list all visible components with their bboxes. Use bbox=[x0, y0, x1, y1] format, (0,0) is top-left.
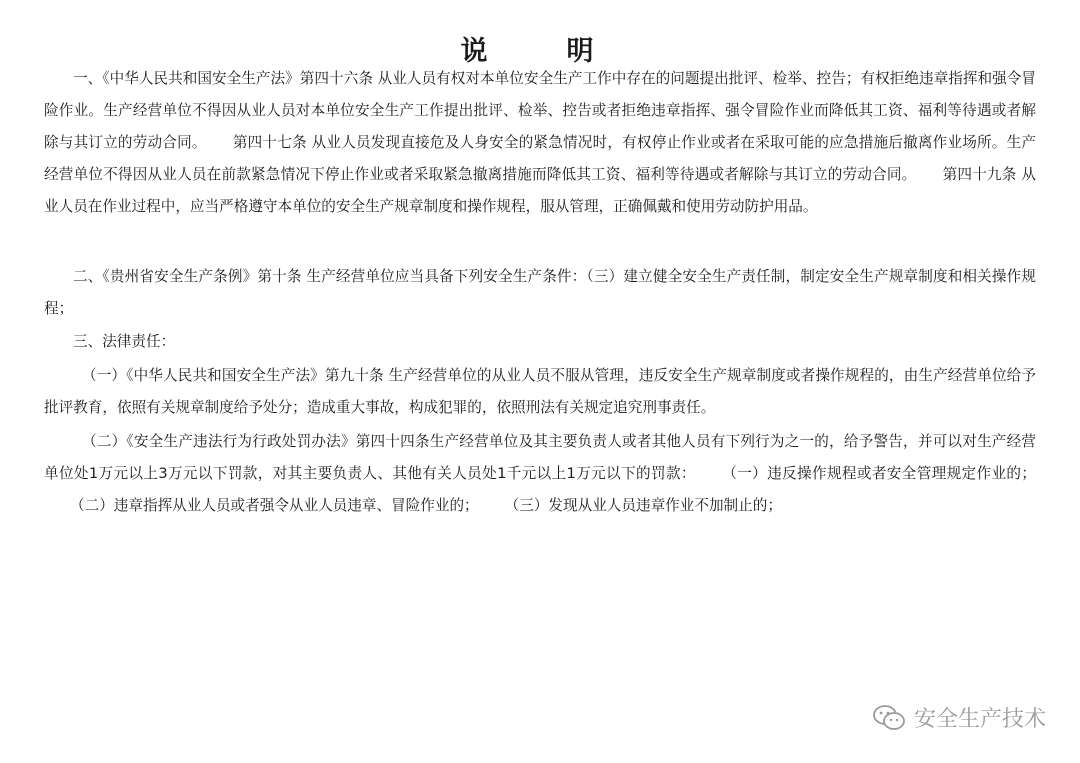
wechat-icon bbox=[872, 704, 906, 732]
paragraph-4 bbox=[44, 360, 1036, 424]
paragraph-1 bbox=[44, 63, 1036, 223]
page-title: 说 明 bbox=[460, 36, 620, 67]
paragraph-4-text: （一）《中华人民共和国安全生产法》第九十条 生产经营单位的从业人员不服从管理，违反安全生产规章制度或者操作规程的，由生产经营单位给予批评教育，依照有关规章制度给予处分；造成重大事故，构成犯罪的，依照刑法有关规定追究刑事责任。 bbox=[44, 367, 1036, 416]
paragraph-2 bbox=[44, 261, 1036, 325]
paragraph-1-article-49: 第四十九条 从业人员在作业过程中，应当严格遵守本单位的安全生产规章制度和操作规程，服从管理，正确佩戴和使用劳动防护用品。 bbox=[44, 166, 1036, 215]
paragraph-5-item-2: （二）违章指挥从业人员或者强令从业人员违章、冒险作业的； bbox=[70, 497, 479, 514]
paragraph-1-article-47: 第四十七条 从业人员发现直接危及人身安全的紧急情况时，有权停止作业或者在采取可能的应急措施后撤离作业场所。生产经营单位不得因从业人员在前款紧急情况下停止作业或者采取紧急撤离措施而降低其工资、福利等待遇或者解除与其订立的劳动合同。 bbox=[44, 134, 1036, 183]
paragraph-5-item-3: （三）发现从业人员违章作业不加制止的； bbox=[504, 497, 782, 514]
paragraph-5 bbox=[44, 426, 1036, 522]
paragraph-2-text: 二、《贵州省安全生产条例》第十条 生产经营单位应当具备下列安全生产条件：（三）建立健全安全生产责任制，制定安全生产规章制度和相关操作规程； bbox=[44, 268, 1036, 317]
paragraph-5-item-1: （一）违反操作规程或者安全管理规定作业的； bbox=[721, 465, 1036, 482]
paragraph-5-intro: （二）《安全生产违法行为行政处罚办法》第四十四条生产经营单位及其主要负责人或者其他人员有下列行为之一的，给予警告，并可以对生产经营单位处1万元以上3万元以下罚款，对其主要负责人、其他有关人员处1千元以上1万元以下的罚款： bbox=[44, 433, 1036, 482]
paragraph-3-heading bbox=[44, 326, 1036, 358]
watermark bbox=[872, 702, 1046, 733]
watermark-text: 安全生产技术 bbox=[913, 707, 1046, 732]
paragraph-1-article-46: 一、《中华人民共和国安全生产法》第四十六条 从业人员有权对本单位安全生产工作中存在的问题提出批评、检举、控告；有权拒绝违章指挥和强令冒险作业。生产经营单位不得因从业人员对本单位安全生产工作提出批评、检举、控告或者拒绝违章指挥、强令冒险作业而降低其工资、福利等待遇或者解除与其订立的劳动合同。 bbox=[44, 70, 1036, 151]
legal-liability-heading: 三、法律责任： bbox=[73, 333, 176, 350]
